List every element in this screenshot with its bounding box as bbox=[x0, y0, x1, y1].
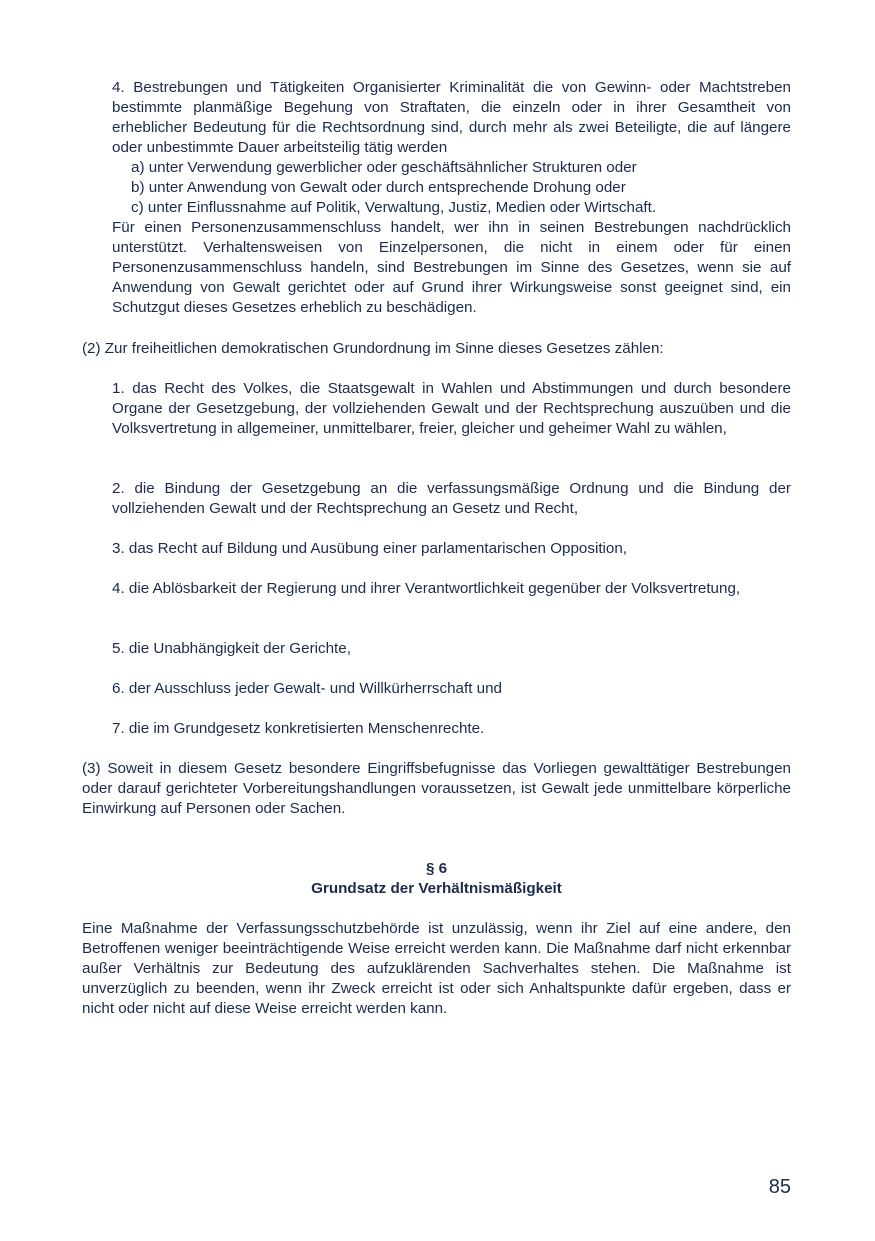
list-item-5 bbox=[112, 639, 791, 659]
item-4-intro: 4. Bestrebungen und Tätigkeiten Organisierter Kriminalität die von Gewinn- oder Machtstreben bestimmte planmäßige Begehung von Straftaten, die einzeln oder in ihrer Gesamtheit von erheblicher Bedeutung für die Rechtsordnung sind, durch mehr als zwei Beteiligte, die auf längere oder unbestimmte Dauer arbeitsteilig tätig werden bbox=[112, 79, 791, 156]
section-6-body-text: Eine Maßnahme der Verfassungsschutzbehörde ist unzulässig, wenn ihr Ziel auf eine andere, den Betroffenen weniger beeinträchtigende Weise erreicht werden kann. Die Maßnahme darf nicht erkennbar außer Verhältnis zur Bedeutung des aufzuklärenden Sachverhaltes stehen. Die Maßnahme ist unverzüglich zu beenden, wenn ihr Zweck erreicht ist oder sich Anhaltspunkte dafür ergeben, dass er nicht oder nicht auf diese Weise erreicht werden kann. bbox=[82, 920, 791, 1017]
section-6-number: § 6 bbox=[425, 860, 448, 877]
list-item-7-text: 7. die im Grundgesetz konkretisierten Menschenrechte. bbox=[112, 720, 485, 737]
item-4-closing: Für einen Personenzusammenschluss handelt, wer ihn in seinen Bestrebungen nachdrücklich unterstützt. Verhaltensweisen von Einzelpersonen, die nicht in einem oder für einen Personenzusammenschluss handeln, sind Bestrebungen im Sinne des Gesetzes, wenn sie auf Anwendung von Gewalt gerichtet oder auf Grund ihrer Wirkungsweise sonst geeignet sind, ein Schutzgut dieses Gesetzes erheblich zu beschädigen. bbox=[112, 219, 791, 316]
list-item-3-text: 3. das Recht auf Bildung und Ausübung einer parlamentarischen Opposition, bbox=[112, 540, 628, 557]
item-4-organized-crime bbox=[112, 78, 791, 318]
paragraph-2-intro-text: (2) Zur freiheitlichen demokratischen Grundordnung im Sinne dieses Gesetzes zählen: bbox=[82, 340, 664, 357]
section-6-title: Grundsatz der Verhältnismäßigkeit bbox=[311, 880, 562, 897]
list-item-1-text: 1. das Recht des Volkes, die Staatsgewalt in Wahlen und Abstimmungen und durch besondere Organe der Gesetzgebung, der vollziehenden Gewalt und der Rechtsprechung auszuüben und die Volksvertretung in allgemeiner, unmittelbarer, freier, gleicher und geheimer Wahl zu wählen, bbox=[112, 380, 791, 437]
item-4-sub-b: b) unter Anwendung von Gewalt oder durch entsprechende Drohung oder bbox=[131, 179, 626, 196]
section-6-body bbox=[82, 919, 791, 1019]
list-item-7 bbox=[112, 719, 791, 739]
paragraph-2-intro bbox=[82, 339, 791, 359]
item-4-sub-c: c) unter Einflussnahme auf Politik, Verwaltung, Justiz, Medien oder Wirtschaft. bbox=[131, 199, 657, 216]
list-item-1 bbox=[112, 379, 791, 439]
list-item-2 bbox=[112, 479, 791, 519]
list-item-2-text: 2. die Bindung der Gesetzgebung an die verfassungsmäßige Ordnung und die Bindung der vollziehenden Gewalt und der Rechtsprechung an Gesetz und Recht, bbox=[112, 480, 791, 517]
paragraph-3 bbox=[82, 759, 791, 819]
page-number: 85 bbox=[768, 1176, 791, 1198]
list-item-6-text: 6. der Ausschluss jeder Gewalt- und Willkürherrschaft und bbox=[112, 680, 502, 697]
list-item-5-text: 5. die Unabhängigkeit der Gerichte, bbox=[112, 640, 351, 657]
list-item-3 bbox=[112, 539, 791, 559]
list-item-6 bbox=[112, 679, 791, 699]
paragraph-3-text: (3) Soweit in diesem Gesetz besondere Eingriffsbefugnisse das Vorliegen gewalttätiger Bestrebungen oder darauf gerichteter Vorbereitungshandlungen voraussetzen, ist Gewalt jede unmittelbare körperliche Einwirkung auf Personen oder Sachen. bbox=[82, 760, 791, 817]
list-item-4-text: 4. die Ablösbarkeit der Regierung und ihrer Verantwortlichkeit gegenüber der Volksvertretung, bbox=[112, 580, 741, 597]
item-4-sub-a: a) unter Verwendung gewerblicher oder geschäftsähnlicher Strukturen oder bbox=[131, 159, 637, 176]
list-item-4 bbox=[112, 579, 791, 599]
